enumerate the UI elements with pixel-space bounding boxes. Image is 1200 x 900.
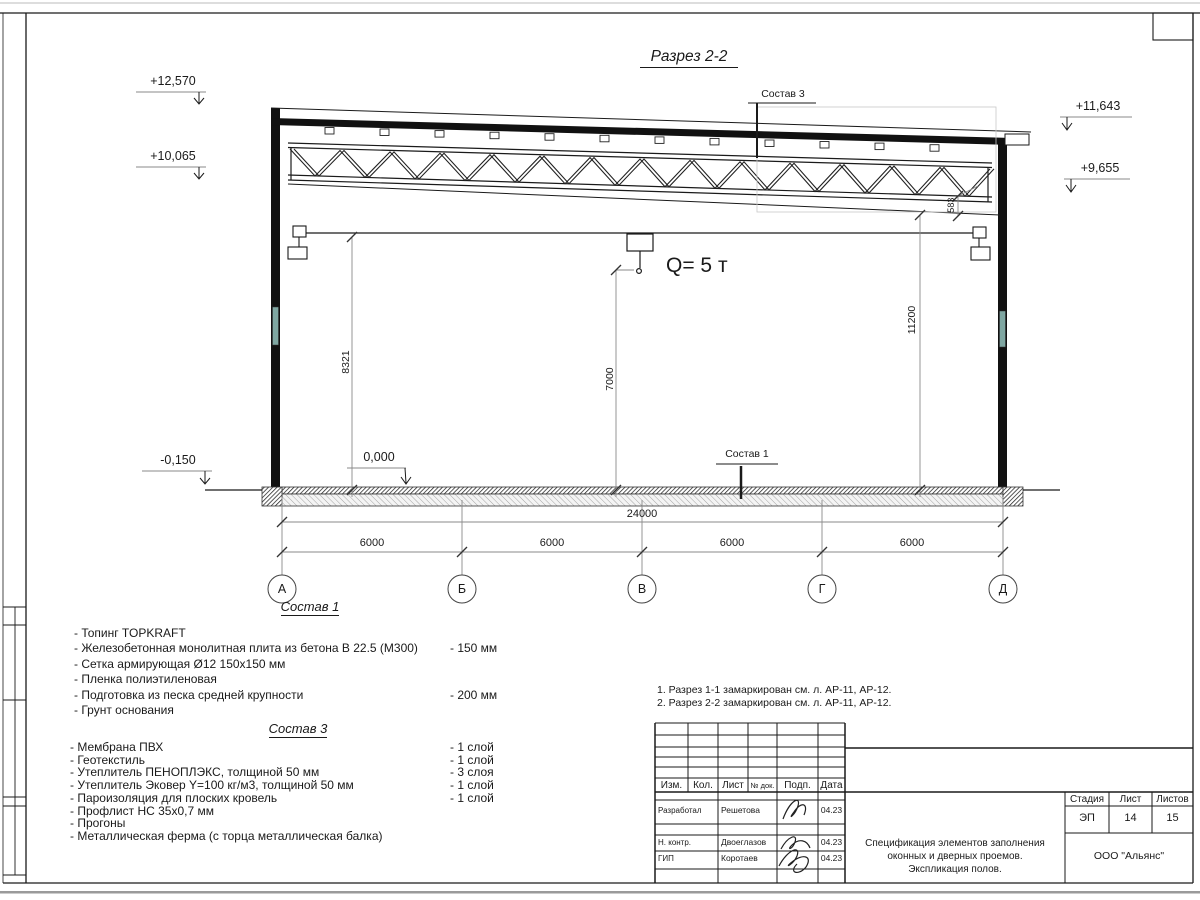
tb-date-control: 04.23 xyxy=(820,837,843,847)
elevation-right-mid: +9,655 xyxy=(1080,161,1120,175)
axis-b: Б xyxy=(457,582,467,596)
axis-v: В xyxy=(637,582,647,596)
comp3-item: - Утеплитель Эковер Y=100 кг/м3, толщиной 50 мм xyxy=(70,778,354,792)
crane-load-label: Q= 5 т xyxy=(666,254,728,277)
comp3-heading: Состав 3 xyxy=(268,721,328,736)
dim-8321: 8321 xyxy=(339,350,352,374)
comp1-item: - Грунт основания xyxy=(74,703,174,717)
dim-11200: 11200 xyxy=(905,305,918,335)
comp3-item: - Прогоны xyxy=(70,816,126,830)
comp3-item-value: - 1 слой xyxy=(450,740,494,754)
tb-doc-title-line1: Спецификация элементов заполнения xyxy=(865,838,1045,849)
comp3-item: - Геотекстиль xyxy=(70,753,145,767)
comp1-item: - Сетка армирующая Ø12 150х150 мм xyxy=(74,657,286,671)
tb-header-podp: Подп. xyxy=(784,780,811,791)
dim-span-3: 6000 xyxy=(719,537,745,549)
zero-level-mark: 0,000 xyxy=(363,450,395,464)
left-wall xyxy=(271,108,280,497)
comp1-item: - Пленка полиэтиленовая xyxy=(74,672,217,686)
comp3-item-value: - 1 слой xyxy=(450,791,494,805)
dim-7000: 7000 xyxy=(603,367,616,391)
tb-name-developer: Решетова xyxy=(721,805,760,815)
comp1-item-value: - 200 мм xyxy=(450,688,498,702)
comp1-heading: Состав 1 xyxy=(280,599,340,614)
comp1-item-value: - 150 мм xyxy=(450,641,498,655)
floor-region-label: Состав 1 xyxy=(725,448,769,460)
tb-doc-title-line2: оконных и дверных проемов. xyxy=(887,851,1023,862)
tb-stage-value: ЭП xyxy=(1079,812,1095,824)
note-line-2: 2. Разрез 2-2 замаркирован см. л. АР-11, АР-12. xyxy=(657,697,892,709)
comp3-item: - Утеплитель ПЕНОПЛЭКС, толщиной 50 мм xyxy=(70,765,320,779)
dim-583: 583 xyxy=(945,197,956,213)
dim-span-4: 6000 xyxy=(899,537,925,549)
tb-header-kol: Кол. xyxy=(693,780,713,791)
tb-header-izm: Изм. xyxy=(660,780,683,791)
comp1-item: - Подготовка из песка средней крупности xyxy=(74,688,304,702)
comp3-item-value: - 3 слоя xyxy=(450,765,494,779)
tb-header-data: Дата xyxy=(820,780,843,791)
tb-header-list: Лист xyxy=(722,780,744,791)
comp1-item: - Топинг TOPKRAFT xyxy=(74,626,186,640)
tb-stage-label: Стадия xyxy=(1069,794,1105,805)
tb-doc-title-line3: Экспликация полов. xyxy=(908,864,1002,875)
elevation-left-top: +12,570 xyxy=(150,74,196,88)
drawing-title: Разрез 2-2 xyxy=(640,48,738,68)
tb-role-developer: Разработал xyxy=(658,806,702,815)
tb-company: ООО "Альянс" xyxy=(1093,850,1165,862)
dim-span-1: 6000 xyxy=(359,537,385,549)
comp1-item: - Железобетонная монолитная плита из бетона В 22.5 (М300) xyxy=(74,641,418,655)
tb-name-control: Двоеглазов xyxy=(721,837,767,847)
tb-sheets-value: 15 xyxy=(1166,812,1179,824)
comp3-item: - Мембрана ПВХ xyxy=(70,740,164,754)
tb-role-control: Н. контр. xyxy=(658,838,692,847)
roof-region-label: Состав 3 xyxy=(761,88,805,100)
elevation-right-top: +11,643 xyxy=(1075,99,1121,113)
comp3-item-value: - 1 слой xyxy=(450,778,494,792)
building-section xyxy=(205,103,1060,506)
dim-span-2: 6000 xyxy=(539,537,565,549)
dim-total-24000: 24000 xyxy=(626,508,658,520)
right-wall-panel-joint xyxy=(1000,311,1006,347)
left-wall-panel-joint xyxy=(273,307,279,345)
comp3-item: - Профлист НС 35х0,7 мм xyxy=(70,804,214,818)
elevation-left-mid: +10,065 xyxy=(150,149,196,163)
tb-sheet-value: 14 xyxy=(1124,812,1137,824)
elevation-left-low: -0,150 xyxy=(160,453,196,467)
note-line-1: 1. Разрез 1-1 замаркирован см. л. АР-11, АР-12. xyxy=(657,684,892,696)
crane-hoist xyxy=(627,234,653,273)
tb-header-ndok: № док. xyxy=(750,781,775,790)
signature-control xyxy=(781,837,810,849)
floor-slab xyxy=(205,487,1060,506)
axis-d: Д xyxy=(998,582,1008,596)
axis-a: А xyxy=(277,582,287,596)
comp3-item: - Металлическая ферма (с торца металлическая балка) xyxy=(70,829,383,843)
signature-developer xyxy=(783,800,806,819)
comp3-item: - Пароизоляция для плоских кровель xyxy=(70,791,278,805)
tb-date-developer: 04.23 xyxy=(820,805,843,815)
tb-name-gip: Коротаев xyxy=(721,853,758,863)
tb-sheet-label: Лист xyxy=(1119,794,1142,805)
signatures xyxy=(779,800,810,872)
tb-role-gip: ГИП xyxy=(658,854,674,863)
tb-sheets-label: Листов xyxy=(1156,794,1189,805)
comp3-item-value: - 1 слой xyxy=(450,753,494,767)
elevation-marks xyxy=(136,92,1132,484)
tb-date-gip: 04.23 xyxy=(820,853,843,863)
axis-g: Г xyxy=(818,582,826,596)
